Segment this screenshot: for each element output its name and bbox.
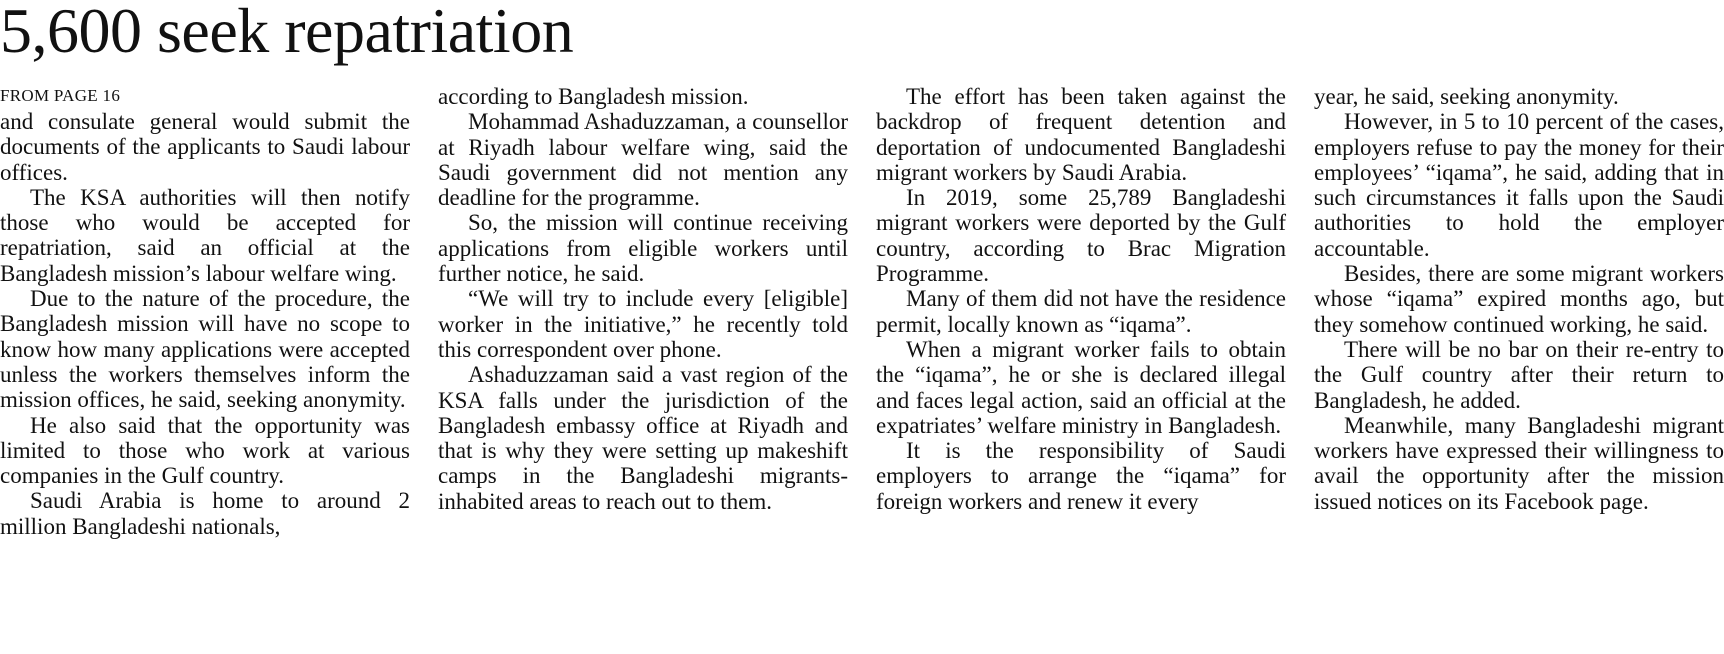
paragraph: However, in 5 to 10 percent of the cases, employers refuse to pay the money for their employees’ “iqama”, he said, adding that in such circumstances it falls upon the Saudi authorities to hold the employer accountable. [1314,109,1724,261]
paragraph: and consulate general would submit the documents of the applicants to Saudi labour offices. [0,109,410,185]
paragraph: year, he said, seeking anonymity. [1314,84,1619,109]
headline: 5,600 seek repatriation [0,0,574,66]
paragraph: Ashaduzzaman said a vast region of the KSA falls under the jurisdiction of the Bangladesh embassy office at Riyadh and that is why they were setting up makeshift camps in the Bangladeshi migrants-inhabited areas to reach out to them. [438,362,848,514]
paragraph: The effort has been taken against the backdrop of frequent detention and deportation of undocumented Bangladeshi migrant workers by Saudi Arabia. [876,84,1286,185]
column-2 [438,84,848,514]
paragraph: The KSA authorities will then notify those who would be accepted for repatriation, said an official at the Bangladesh mission’s labour welfare wing. [0,184,410,286]
column-3 [876,84,1286,514]
paragraph: In 2019, some 25,789 Bangladeshi migrant workers were deported by the Gulf country, according to Brac Migration Programme. [876,185,1286,287]
paragraph: “We will try to include every [eligible] worker in the initiative,” he recently told this correspondent over phone. [438,286,848,362]
paragraph: Saudi Arabia is home to around 2 million Bangladeshi nationals, [0,488,410,539]
paragraph: Besides, there are some migrant workers whose “iqama” expired months ago, but they somehow continued working, he said. [1314,261,1724,337]
paragraph: So, the mission will continue receiving applications from eligible workers until further notice, he said. [438,210,848,287]
paragraph: according to Bangladesh mission. [438,84,749,109]
paragraph: When a migrant worker fails to obtain the “iqama”, he or she is declared illegal and faces legal action, said an official at the expatriates’ welfare ministry in Bangladesh. [876,336,1286,438]
paragraph: He also said that the opportunity was limited to those who work at various companies in the Gulf country. [0,412,410,489]
paragraph: There will be no bar on their re-entry to the Gulf country after their return to Bangladesh, he added. [1314,336,1724,413]
article-body [0,84,1724,652]
paragraph: Many of them did not have the residence permit, locally known as “iqama”. [876,286,1286,337]
paragraph: Due to the nature of the procedure, the Bangladesh mission will have no scope to know how many applications were accepted unless the workers themselves inform the mission offices, he said, seeking anonymity. [0,286,410,413]
column-1 [0,84,410,539]
paragraph: It is the responsibility of Saudi employers to arrange the “iqama” for foreign workers and renew it every [876,438,1286,514]
column-4 [1314,84,1724,514]
jump-line: FROM PAGE 16 [0,86,121,105]
paragraph: Mohammad Ashaduzzaman, a counsellor at Riyadh labour welfare wing, said the Saudi government did not mention any deadline for the programme. [438,109,848,211]
paragraph: Meanwhile, many Bangladeshi migrant workers have expressed their willingness to avail the opportunity after the mission issued notices on its Facebook page. [1314,412,1724,514]
